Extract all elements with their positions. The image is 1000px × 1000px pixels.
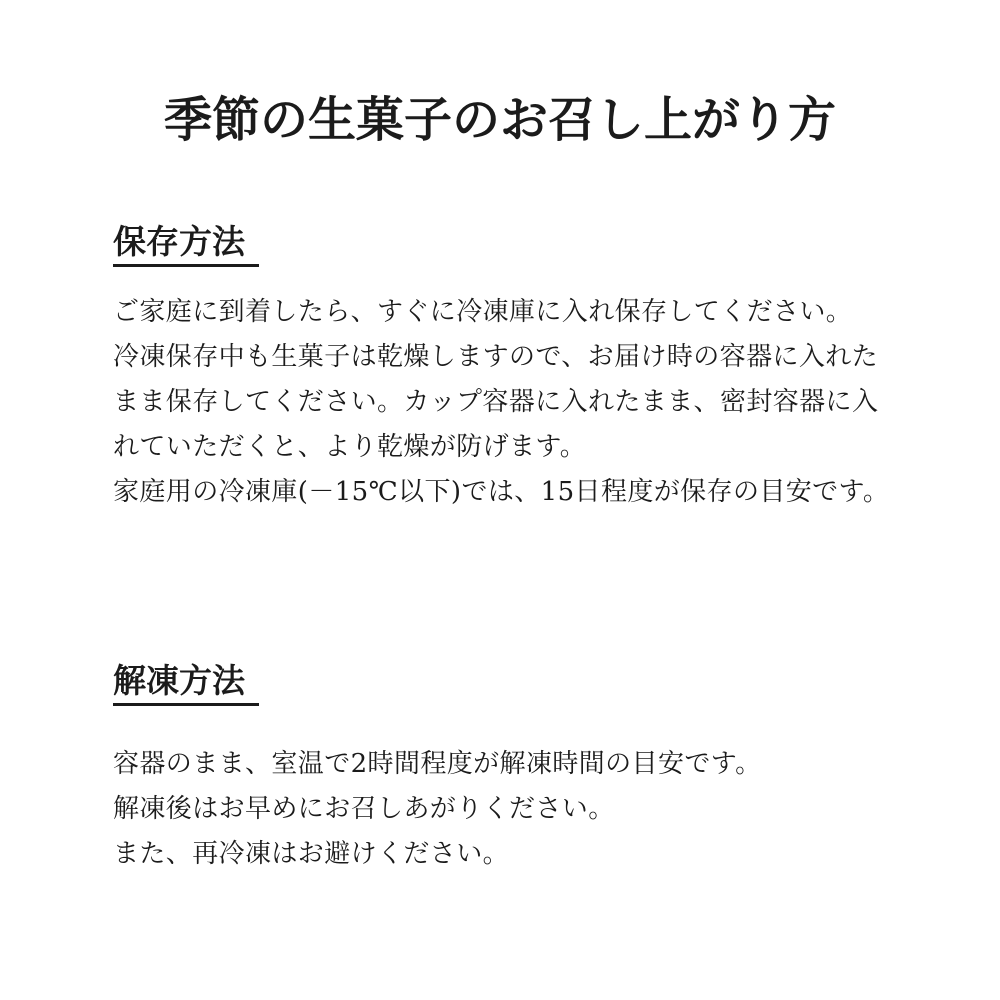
storage-line-5: 家庭用の冷凍庫(－15℃以下)では、15日程度が保存の目安です。 — [113, 477, 890, 507]
thaw-line-1: 容器のまま、室温で2時間程度が解凍時間の目安です。 — [113, 749, 762, 779]
storage-line-3: まま保存してください。カップ容器に入れたまま、密封容器に入 — [113, 387, 879, 417]
section-heading-storage — [113, 222, 259, 267]
storage-line-2: 冷凍保存中も生菓子は乾燥しますので、お届け時の容器に入れた — [113, 342, 879, 372]
thaw-instructions-paragraph — [113, 742, 761, 877]
thaw-line-2: 解凍後はお早めにお召しあがりください。 — [113, 794, 615, 824]
thaw-line-3: また、再冷凍はお避けください。 — [113, 839, 510, 869]
storage-instructions-paragraph — [113, 290, 889, 515]
storage-line-4: れていただくと、より乾燥が防げます。 — [113, 432, 587, 462]
section-heading-thaw — [113, 661, 259, 706]
storage-line-1: ご家庭に到着したら、すぐに冷凍庫に入れ保存してください。 — [113, 297, 853, 327]
section-heading-storage-label: 保存方法 — [113, 225, 259, 267]
page-title: 季節の生菓子のお召し上がり方 — [163, 92, 836, 148]
section-heading-thaw-label: 解凍方法 — [113, 664, 259, 706]
